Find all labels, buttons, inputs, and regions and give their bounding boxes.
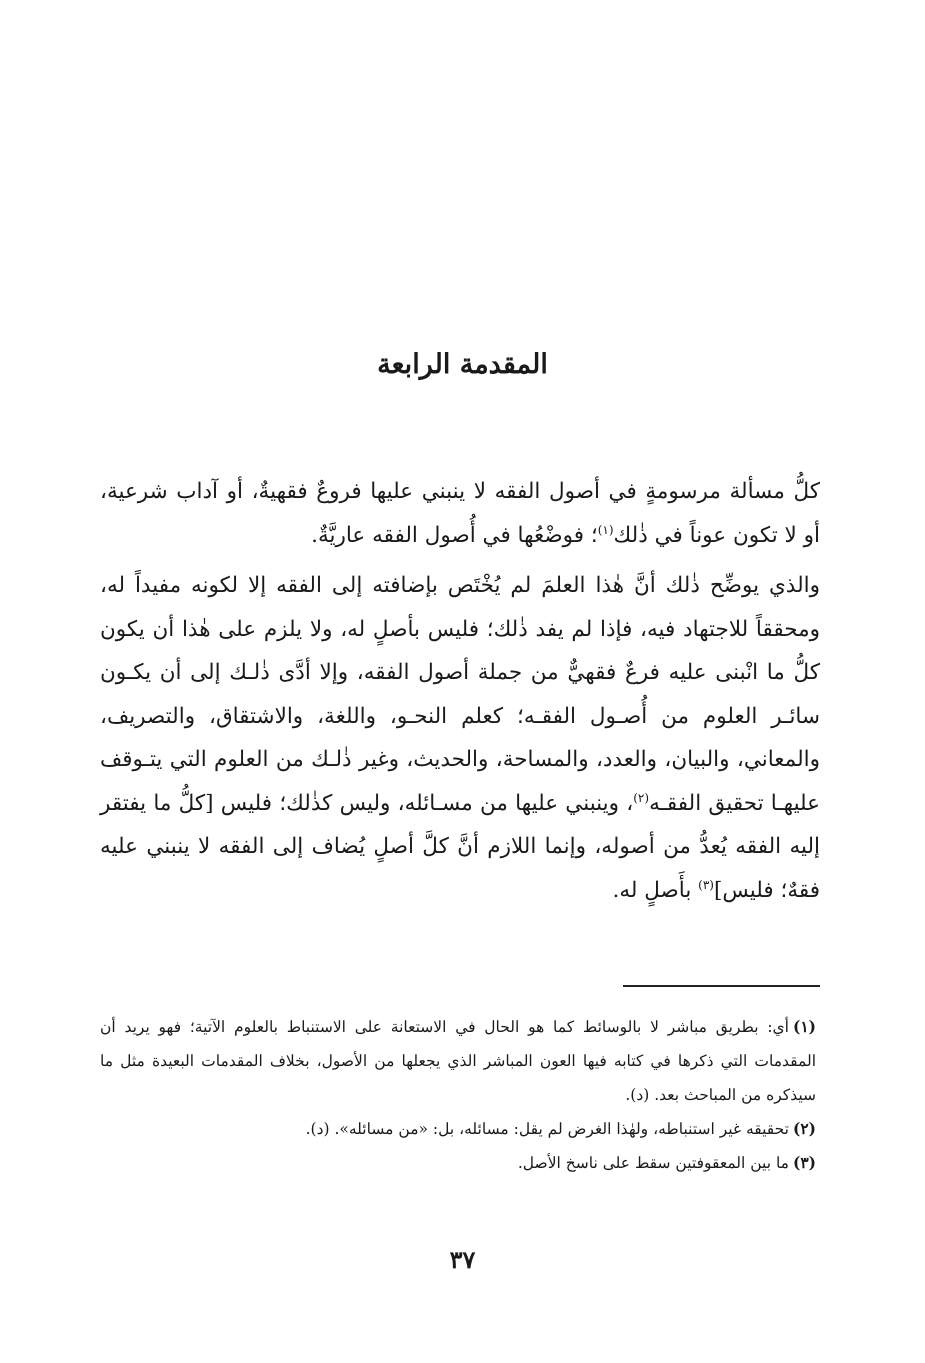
footnote-ref-2: (٢) <box>633 790 650 805</box>
footnote-ref-3: (٣) <box>698 877 714 892</box>
page-number: ٣٧ <box>449 1245 476 1274</box>
paragraph-2-text-b: ، وينبني عليها من مسـائله، وليس كذٰلك؛ فليس [كلُّ ما يفتقر إليه الفقه يُعدُّ من أصوله، وإنما اللازم أنَّ كلَّ أصلٍ يُضاف إلى الفقه لا ينبني عليه فقهٌ؛ فليس] <box>100 790 820 903</box>
paragraph-2 <box>100 564 820 912</box>
footnote-text: ما بين المعقوفتين سقط على ناسخ الأصل. <box>517 1154 789 1172</box>
paragraph-1 <box>100 470 820 557</box>
footnote-text: تحقيقه غير استنباطه، ولهٰذا الغرض لم يقل: مسائله، بل: «من مسائله». (د). <box>305 1120 789 1138</box>
chapter-title: المقدمة الرابعة <box>377 349 548 380</box>
footnote-separator <box>623 985 820 987</box>
paragraph-2-text-c: بأَصلٍ له. <box>612 877 699 903</box>
footnote-1 <box>100 1010 820 1112</box>
footnote-number: (١) <box>792 1017 816 1036</box>
footnote-number: (٢) <box>792 1119 816 1138</box>
footnote-ref-1: (١) <box>597 522 614 537</box>
paragraph-1-text-b: ؛ فوضْعُها في أُصول الفقه عاريَّةٌ. <box>311 522 598 548</box>
footnote-text: أي: بطريق مباشر لا بالوسائط كما هو الحال في الاستعانة على الاستنباط بالعلوم الآتية؛ فهو يريد أن المقدمات التي ذكرها في كتابه فيها العون المباشر الذي يجعلها من الأصول، بخلاف المقدمات البعيدة مثل ما سيذكره من المباحث بعد. (د). <box>100 1018 816 1104</box>
paragraph-1-text-a: كلُّ مسألة مرسومةٍ في أصول الفقه لا ينبني عليها فروعٌ فقهيةٌ، أو آداب شرعية، أو لا تكون عوناً في ذٰلك <box>100 479 820 548</box>
paragraph-2-text-a: والذي يوضِّح ذٰلك أنَّ هٰذا العلمَ لم يُخْتَص بإضافته إلى الفقه إلا لكونه مفيداً له، ومحققاً للاجتهاد فيه، فإذا لم يفد ذٰلك؛ فليس بأصلٍ له، ولا يلزم على هٰذا أن يكون كلُّ ما انْبنى عليه فرعٌ فقهيٌّ من جملة أصول الفقه، وإلا أدَّى ذٰلـك إلى أن يكـون سائـر العلوم من أُصـول الفقـه؛ كعلم النحـو، واللغة، والاشتقاق، والتصريف، والمعاني، والبيان، والعدد، والمساحة، والحديث، وغير ذٰلـك من العلوم التي يتـوقف عليهـا تحقيق الفقـه <box>100 573 821 816</box>
main-text <box>100 470 820 912</box>
footnotes <box>100 1010 820 1180</box>
footnote-2 <box>100 1112 820 1146</box>
footnote-number: (٣) <box>792 1153 816 1172</box>
footnote-3 <box>100 1146 820 1180</box>
